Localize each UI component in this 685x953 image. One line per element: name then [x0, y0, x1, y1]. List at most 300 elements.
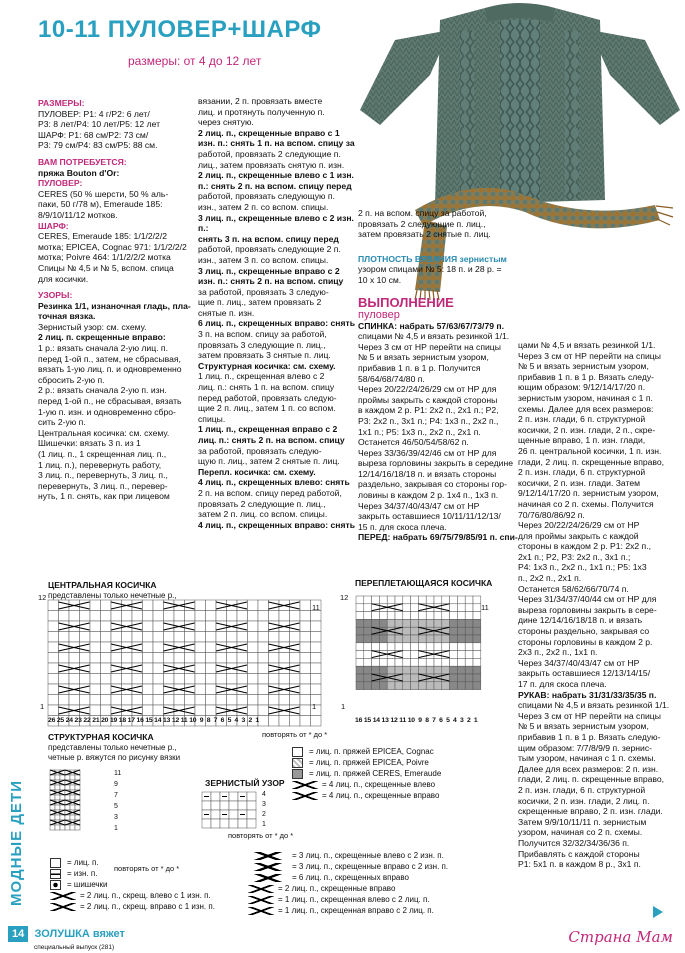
chart-cell: [122, 695, 133, 706]
text-line: стороны раздельно, закрывая со: [518, 626, 650, 637]
chart-cell: [48, 705, 59, 716]
text-line: 2 п. изн. глади, 6 п. структурной: [518, 467, 646, 478]
chart-cell: [379, 658, 387, 666]
chart-cell: [247, 810, 256, 819]
chart-cell: [411, 643, 419, 651]
text-line: зернистым узором, начиная с 1 п.: [518, 392, 653, 403]
text-line: выреза горловины закрыть в середине: [358, 458, 513, 469]
text-line: стороны горловины в каждом 2 р.: [518, 636, 653, 647]
text-line: цами № 4,5 и вязать резинкой 1/1.: [518, 340, 656, 350]
chart-cell: [279, 653, 290, 664]
legend-label: = изн. п.: [67, 868, 98, 878]
text-line: (1 лиц. п., 1 скрещенная лиц. п.,: [38, 449, 167, 459]
chart-cell: [372, 619, 380, 627]
chart-cell: [248, 695, 259, 706]
chart-cell: [70, 785, 75, 790]
chart-cell: [364, 658, 372, 666]
text-line: выреза горловины закрыть в сере-: [518, 604, 657, 615]
text-line: 2 п. изн. глади, 6 п. структурной: [518, 414, 646, 425]
text-line: лиц. и протянуть полученную п.: [198, 106, 325, 117]
text-line: Затем 9/9/10/11/11 п. зернистым: [518, 816, 647, 827]
chart-cell: [450, 612, 458, 620]
text-line: дине 12/14/16/18/18 п. и вязать: [518, 615, 643, 626]
text-line: работой, провязать следующую п.: [198, 191, 335, 202]
chart-cell: [90, 600, 101, 611]
legend-item: [48, 901, 268, 912]
text-line: узором, начиная со 2 п. схемы.: [518, 827, 643, 838]
text-line: косички, 2 п. изн. глади, 2 п., скре-: [518, 424, 656, 435]
chart-cell: [411, 627, 419, 635]
text-line: 8/9/10/11/12 мотков.: [38, 209, 118, 220]
text-line: изн. п.: снять 2 п. на вспом. спицу: [198, 276, 344, 287]
legend-stitches: [48, 857, 268, 912]
chart-cell: [153, 642, 164, 653]
chart-cell: [211, 810, 220, 819]
text-line: перед 1-ой п., не сбрасывая, вязать: [38, 396, 182, 407]
chart-cell: [195, 674, 206, 685]
text-line: щим образом: 7/7/8/9/9 п. зернис-: [518, 742, 653, 753]
chart-cell: [465, 635, 473, 643]
text-line: ПУЛОВЕР:: [38, 178, 83, 189]
chart-cell: [48, 621, 59, 632]
text-line: Останется 46/50/54/58/62 п.: [358, 437, 469, 448]
chart-cell: [457, 596, 465, 604]
text-line: изн., затем 2 п. со вспом. спицы.: [198, 201, 329, 212]
chart-cell: [238, 801, 247, 810]
row-label: 3: [114, 814, 118, 821]
text-line: CERES, Emeraude 185: 1/1/2/2/2: [38, 231, 167, 242]
density-line: ПЛОТНОСТЬ ВЯЗАНИЯ зернистым: [358, 253, 507, 264]
chart-cell: [101, 642, 112, 653]
chart-cell: [143, 684, 154, 695]
legend-item: [48, 890, 268, 901]
chart-cell: [258, 600, 269, 611]
watermark: Страна Мам: [568, 928, 673, 946]
legend-label: = 1 лиц. п., скрещенная вправо с 2 лиц. п.: [278, 905, 434, 915]
chart-cell: [395, 666, 403, 674]
chart-cell: [50, 795, 55, 800]
chart-cell: [356, 666, 364, 674]
chart-cell: [227, 653, 238, 664]
chart-cell: [450, 635, 458, 643]
text-line: спицами № 4,5 и вязать резинкой 1/1.: [358, 331, 510, 342]
row-label: 2: [262, 811, 266, 818]
chart-cell: [216, 632, 227, 643]
text-line: Р3: 79 см/Р4: 83 см/Р5: 88 см.: [38, 140, 158, 151]
chart-cell: [457, 682, 465, 690]
text-line: провязать 2 следующие п. лиц.,: [358, 218, 486, 229]
chart-cell: [101, 663, 112, 674]
legend-item: [48, 879, 268, 890]
text-line: Спицы № 4,5 и № 5, вспом. спица: [38, 262, 174, 273]
chart-cell: [379, 612, 387, 620]
chart-cell: [473, 682, 481, 690]
column-3: [358, 208, 518, 543]
chart-cell: [248, 621, 259, 632]
chart-cell: [70, 805, 75, 810]
chart-cell: [403, 666, 411, 674]
chart-cell: [434, 612, 442, 620]
chart-cell: [237, 695, 248, 706]
text-line: за работой, провязать следую-: [198, 445, 322, 456]
chart-cell: [387, 682, 395, 690]
chart-cell: [411, 596, 419, 604]
chart-cell: [300, 705, 311, 716]
chart-cell: [206, 705, 217, 716]
chart-cell: [473, 643, 481, 651]
text-line: через снятую.: [198, 117, 254, 128]
chart-cell: [59, 674, 70, 685]
sizes-subtitle: размеры: от 4 до 12 лет: [128, 54, 262, 68]
chart-cell: [450, 658, 458, 666]
legend-item: [290, 790, 500, 801]
chart-cell: [143, 600, 154, 611]
chart-cell: [364, 682, 372, 690]
chart-cell: [364, 674, 372, 682]
legend-symbol-icon: [50, 892, 76, 900]
chart-cell: [50, 825, 55, 830]
chart-cell: [364, 643, 372, 651]
text-line: Структурная косичка: см. схему.: [198, 360, 336, 371]
chart-cell: [356, 619, 364, 627]
chart-cell: [48, 695, 59, 706]
chart-cell: [450, 682, 458, 690]
chart-cell: [379, 643, 387, 651]
chart-cell: [465, 651, 473, 659]
interlace-title: ПЕРЕПЛЕТАЮЩАЯСЯ КОСИЧКА: [355, 578, 493, 588]
legend-symbol-icon: [248, 874, 288, 882]
chart-cell: [434, 666, 442, 674]
chart-cell: [411, 604, 419, 612]
chart-cell: [465, 596, 473, 604]
legend-label: = 4 лиц. п., скрещенные влево: [322, 779, 436, 789]
text-line: 70/76/80/86/92 п.: [518, 509, 585, 520]
structural-row-labels: [114, 768, 121, 834]
legend-symbol-icon: [50, 869, 61, 879]
text-line: вязать 1-ую лиц. п. и одновременно: [38, 364, 182, 375]
chart-cell: [403, 658, 411, 666]
structural-note: представлены только нечетные р.,: [48, 743, 177, 752]
chart-cell: [65, 795, 70, 800]
text-line: ПЕРЕД: набрать 69/75/79/85/91 п. спи-: [358, 532, 518, 543]
chart-cell: [411, 682, 419, 690]
row-label: 1: [262, 821, 266, 828]
legend-label: = 3 лиц. п., скрещенные влево с 2 изн. п.: [292, 850, 444, 860]
chart-cell: [101, 684, 112, 695]
chart-cell: [434, 682, 442, 690]
chart-cell: [311, 684, 322, 695]
page-number: 14: [8, 926, 28, 942]
text-line: Останется 58/62/66/70/74 п.: [518, 583, 629, 594]
legend-label: = 2 лиц. п., скрещ. влево с 1 изн. п.: [80, 890, 211, 900]
footer: [8, 926, 125, 951]
chart-cell: [59, 611, 70, 622]
chart-cell: [122, 653, 133, 664]
chart-cell: [111, 611, 122, 622]
text-line: мотка; Poivre 464: 1/1/2/2/2 мотка: [38, 252, 171, 263]
chart-cell: [75, 825, 80, 830]
chart-cell: [55, 825, 60, 830]
chart-cell: [279, 674, 290, 685]
text-line: сбросить 2-ую п.: [38, 374, 105, 385]
chart-cell: [153, 621, 164, 632]
chart-cell: [206, 642, 217, 653]
chart-cell: [153, 663, 164, 674]
row-label: 3: [262, 801, 266, 808]
chart-cell: [269, 674, 280, 685]
chart-cell: [69, 611, 80, 622]
chart-cell: [132, 611, 143, 622]
chart-cell: [269, 695, 280, 706]
chart-cell: [206, 611, 217, 622]
chart-cell: [403, 612, 411, 620]
text-line: Получится 32/32/34/36/36 п.: [518, 837, 630, 848]
legend-symbol-icon: [292, 758, 303, 768]
chart-cell: [229, 792, 238, 801]
text-line: 2 п. изн. глади, 6 п. структурной: [518, 784, 646, 795]
text-line: 6 лиц. п., скрещенных вправо: снять: [198, 318, 355, 329]
chart-cell: [227, 632, 238, 643]
text-line: Р1: 5x1 п. в каждом 8 р., 3x1 п.: [518, 859, 641, 870]
text-line: глади, 2 лиц. п. скрещенные вправо,: [518, 456, 665, 467]
legend-symbol-icon: [50, 903, 76, 911]
row-label: 1: [312, 702, 317, 711]
chart-cell: [195, 695, 206, 706]
chart-cell: [473, 612, 481, 620]
chart-cell: [418, 658, 426, 666]
text-line: щую п. лиц., затем 2 снятые п. лиц.: [198, 456, 340, 467]
chart-cell: [457, 658, 465, 666]
chart-cell: [248, 611, 259, 622]
repeat-note: повторять от * до *: [114, 864, 180, 873]
text-line: щенные вправо, 1 п. изн. глади,: [518, 435, 646, 446]
row-label: 12: [340, 593, 349, 602]
chart-cell: [174, 611, 185, 622]
text-line: Через 34/37/40/43/47 см от НР: [358, 500, 480, 511]
col-ticks: 26 25 24 23 22 21 20 19 18 17 16 15 14 13 12 11 10 9 8 7 6 5 4 3 2 1: [48, 717, 259, 724]
chart-cell: [426, 658, 434, 666]
chart-cell: [153, 653, 164, 664]
chart-cell: [450, 596, 458, 604]
chart-cell: [90, 674, 101, 685]
chart-cell: [216, 653, 227, 664]
chart-cell: [372, 682, 380, 690]
chart-cell: [258, 632, 269, 643]
chart-cell: [164, 674, 175, 685]
text-line: паки, 50 г/78 м), Emeraude 185:: [38, 199, 163, 210]
chart-cell: [90, 611, 101, 622]
text-line: в каждом 2 р. Р1: 2x2 п., 2x1 п.; Р2,: [358, 405, 499, 416]
chart-cell: [465, 604, 473, 612]
chart-cell: [65, 805, 70, 810]
text-line: косички, 2 п. изн. глади. Затем: [518, 477, 641, 488]
legend-yarn: [290, 746, 500, 801]
text-line: 17 п. для скоса плеча.: [518, 679, 607, 689]
chart-cell: [60, 805, 65, 810]
chart-cell: [229, 801, 238, 810]
chart-cell: [379, 682, 387, 690]
section-sideband: [8, 780, 30, 915]
legend-symbol-icon: [248, 896, 274, 904]
legend-item: [290, 757, 500, 768]
density-line: 10 х 10 см.: [358, 274, 402, 285]
chart-cell: [457, 612, 465, 620]
chart-cell: [111, 653, 122, 664]
text-line: косички, 2 п. изн. глади, 2 лиц. п.: [518, 795, 650, 806]
chart-cell: [426, 596, 434, 604]
chart-cell: [55, 815, 60, 820]
legend-symbol-icon: [248, 863, 288, 871]
chart-cell: [132, 653, 143, 664]
chart-cell: [387, 658, 395, 666]
legend-item: [246, 872, 496, 883]
text-line: 3 лиц. п., скрещенные влево с 2 изн. п.:: [198, 212, 354, 234]
chart-cell: [473, 674, 481, 682]
chart-cell: [50, 775, 55, 780]
repeat-note: повторять от * до *: [262, 730, 328, 739]
text-line: 3 лиц. п., скрещенные вправо с 2: [198, 265, 340, 276]
chart-cell: [465, 643, 473, 651]
chart-cell: [60, 795, 65, 800]
chart-cell: [457, 604, 465, 612]
column-2: [198, 96, 358, 530]
chart-cell: [50, 785, 55, 790]
chart-cell: [279, 632, 290, 643]
text-line: прибавив 1 п. в 1 р. Вязать следу-: [518, 371, 655, 382]
row-label: 9: [114, 781, 118, 788]
chart-cell: [372, 612, 380, 620]
chart-cell: [206, 653, 217, 664]
chart-cell: [216, 674, 227, 685]
chart-cell: [195, 684, 206, 695]
chart-cell: [465, 612, 473, 620]
chart-cell: [311, 642, 322, 653]
chart-cell: [202, 819, 211, 828]
text-line: затем 2 п. лиц. со вспом. спицы.: [198, 509, 328, 520]
chart-cell: [248, 674, 259, 685]
chart-cell: [434, 596, 442, 604]
chart-cell: [216, 611, 227, 622]
chart-cell: [450, 651, 458, 659]
text-line: провязать 2 следующие п. лиц.,: [198, 498, 326, 509]
chart-cell: [211, 792, 220, 801]
chart-cell: [387, 643, 395, 651]
chart-cell: [379, 635, 387, 643]
text-line: щие п. лиц., затем провязать 2: [198, 297, 322, 308]
chart-cell: [143, 632, 154, 643]
chart-cell: [411, 674, 419, 682]
text-line: затем провязать 3 снятые п. лиц.: [198, 350, 331, 361]
chart-cell: [258, 653, 269, 664]
chart-cell: [70, 795, 75, 800]
chart-cell: [90, 663, 101, 674]
chart-cell: [300, 684, 311, 695]
chart-cell: [356, 596, 364, 604]
chart-cell: [379, 619, 387, 627]
chart-cell: [395, 682, 403, 690]
chart-cell: [195, 600, 206, 611]
chart-cell: [300, 600, 311, 611]
text-line: прибавив 1 п. в 1 р. Вязать следую-: [518, 731, 661, 742]
chart-cell: [227, 611, 238, 622]
chart-cell: [48, 642, 59, 653]
text-line: Прибавлять с каждой стороны: [518, 848, 640, 859]
chart-cell: [300, 663, 311, 674]
chart-cell: [395, 643, 403, 651]
chart-cell: [258, 684, 269, 695]
chart-cell: [75, 785, 80, 790]
text-line: Перепл. косичка: см. схему.: [198, 466, 316, 477]
chart-cell: [411, 658, 419, 666]
chart-cell: [55, 785, 60, 790]
chart-cell: [364, 612, 372, 620]
chart-cell: [248, 632, 259, 643]
next-page-arrow-icon[interactable]: [653, 906, 663, 918]
chart-cell: [195, 663, 206, 674]
chart-cell: [122, 632, 133, 643]
execution-subheading: пуловер: [358, 308, 400, 321]
legend-label: = лиц. п. пряжей EPICEA, Poivre: [309, 757, 429, 767]
chart-cell: [65, 825, 70, 830]
chart-cell: [473, 658, 481, 666]
text-line: перед работой, провязать следую-: [198, 392, 337, 403]
text-line: 58/64/68/74/80 п.: [358, 373, 425, 384]
chart-cell: [143, 705, 154, 716]
column-4: [518, 340, 678, 870]
chart-cell: [70, 815, 75, 820]
text-line: Через 3 см от НР перейти на спицы: [518, 350, 661, 361]
chart-cell: [164, 695, 175, 706]
chart-cell: [59, 695, 70, 706]
chart-cell: [90, 695, 101, 706]
chart-cell: [426, 643, 434, 651]
chart-cell: [311, 716, 322, 727]
text-line: нуть, 1 п. снять, как при лицевом: [38, 491, 170, 502]
text-line: работой, провязать 2 следующие п.: [198, 148, 341, 159]
structural-chart: [48, 768, 112, 832]
chart-cell: [465, 666, 473, 674]
chart-cell: [206, 621, 217, 632]
chart-cell: [418, 596, 426, 604]
row-label: 12: [38, 593, 47, 602]
legend-symbol-icon: [50, 858, 61, 868]
legend-label: = лиц. п. пряжей EPICEA, Cognac: [309, 746, 434, 756]
text-line: Зернистый узор: см. схему.: [38, 321, 147, 332]
chart-cell: [101, 653, 112, 664]
text-line: РУКАВ: набрать 31/31/33/35/35 п.: [518, 689, 657, 700]
text-line: п., 2x2 п., 2x1 п.: [518, 573, 582, 584]
chart-cell: [80, 611, 91, 622]
text-line: ющим образом: 9/12/14/17/20 п.: [518, 382, 646, 393]
chart-cell: [111, 695, 122, 706]
chart-cell: [59, 653, 70, 664]
chart-cell: [248, 663, 259, 674]
left-sleeve: [360, 30, 450, 125]
chart-cell: [227, 695, 238, 706]
text-line: 2 лиц. п., скрещенные вправо с 1: [198, 127, 340, 138]
chart-cell: [364, 596, 372, 604]
chart-cell: [473, 604, 481, 612]
text-line: Через 31/34/37/40/44 см от НР для: [518, 594, 657, 605]
chart-cell: [174, 674, 185, 685]
chart-cell: [364, 666, 372, 674]
chart-cell: [403, 674, 411, 682]
chart-cell: [379, 596, 387, 604]
chart-cell: [372, 658, 380, 666]
chart-cell: [379, 666, 387, 674]
chart-cell: [101, 632, 112, 643]
chart-cell: [372, 643, 380, 651]
